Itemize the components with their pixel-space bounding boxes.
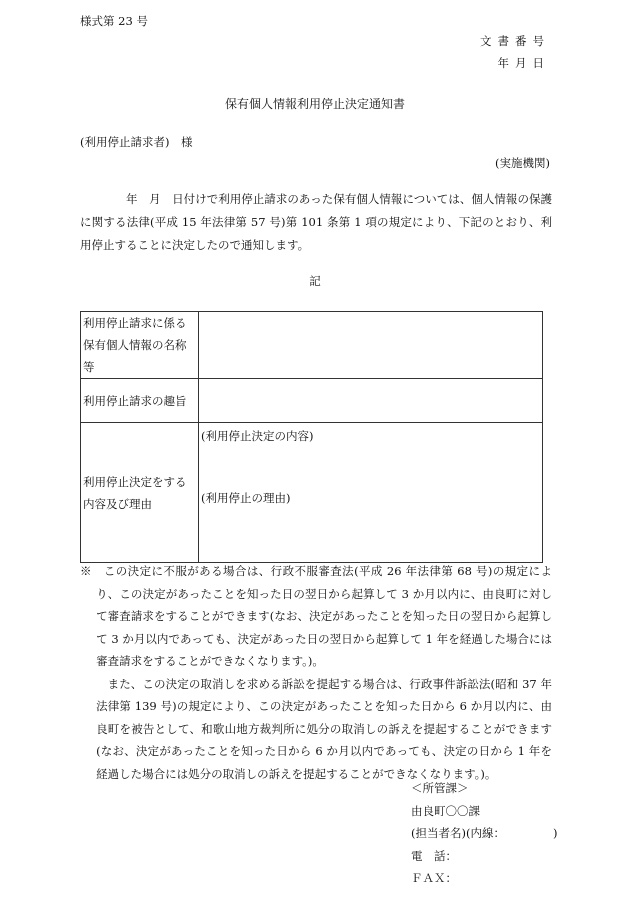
document-title: 保有個人情報利用停止決定通知書 xyxy=(224,97,405,111)
body-paragraph: 年 月 日付けで利用停止請求のあった保有個人情報については、個人情報の保護に関する法律(平成 15 年法律第 57 号)第 101 条第 1 項の規定により、下記のとおり、利用停止することに決定したので通知します。 xyxy=(80,192,552,252)
note-appeal: ※ この決定に不服がある場合は、行政不服審査法(平成 26 年法律第 68 号)の規定により、この決定があったことを知った日の翌日から起算して 3 か月以内に、由良町に対して審査請求をすることができます(なお、決定があったことを知った日の翌日から起算して 3 か月以内であっても、決定があった日の翌日から起算して 1 年を経過した場合には審査請求をすることができなくなります。)。 xyxy=(80,564,552,668)
contact-block xyxy=(411,777,557,890)
form-number: 様式第 23 号 xyxy=(80,14,148,28)
row-label-request-purpose: 利用停止請求の趣旨 xyxy=(81,379,199,423)
contact-fax: ＦＡＸ： xyxy=(411,871,457,885)
decision-content-label: (利用停止決定の内容) xyxy=(201,429,314,443)
document-number: 文書番号 xyxy=(480,34,550,48)
contact-person-label: (担当者名)(内線： xyxy=(411,826,505,840)
contact-phone: 電 話： xyxy=(411,848,457,863)
contact-department: 由良町〇〇課 xyxy=(411,803,480,818)
document-date: 年月日 xyxy=(497,56,550,70)
note-lawsuit: また、この決定の取消しを求める訴訟を提起する場合は、行政事件訴訟法(昭和 37 年法律第 139 号)の規定により、この決定があったことを知った日から 6 か月以内に、由良町を被告として、和歌山地方裁判所に処分の取消しの訴えを提起することができます(なお、決定があったことを知った日から 6 か月以内であっても、決定の日から 1 年を経過した場合には処分の取消しの訴えを提起することができなくなります。)。 xyxy=(96,676,552,781)
contact-person-close: ) xyxy=(552,826,558,840)
record-mark: 記 xyxy=(309,274,321,288)
table-row xyxy=(81,312,543,379)
contact-person xyxy=(411,822,557,845)
decision-reason-label: (利用停止の理由) xyxy=(201,491,291,505)
row-value-request-purpose xyxy=(199,379,543,423)
body-text xyxy=(80,188,552,257)
row-label-target-info: 利用停止請求に係る保有個人情報の名称等 xyxy=(81,312,199,379)
table-row xyxy=(81,379,543,423)
addressee: (利用停止請求者) 様 xyxy=(80,135,193,149)
table-row xyxy=(81,423,543,563)
implementing-agency: (実施機関) xyxy=(495,156,550,170)
decision-table xyxy=(80,311,543,563)
notes xyxy=(80,560,552,785)
row-value-target-info xyxy=(199,312,543,379)
row-value-decision-reason xyxy=(199,423,543,563)
contact-heading: ＜所管課＞ xyxy=(411,781,469,795)
row-label-decision-reason: 利用停止決定をする内容及び理由 xyxy=(81,423,199,563)
